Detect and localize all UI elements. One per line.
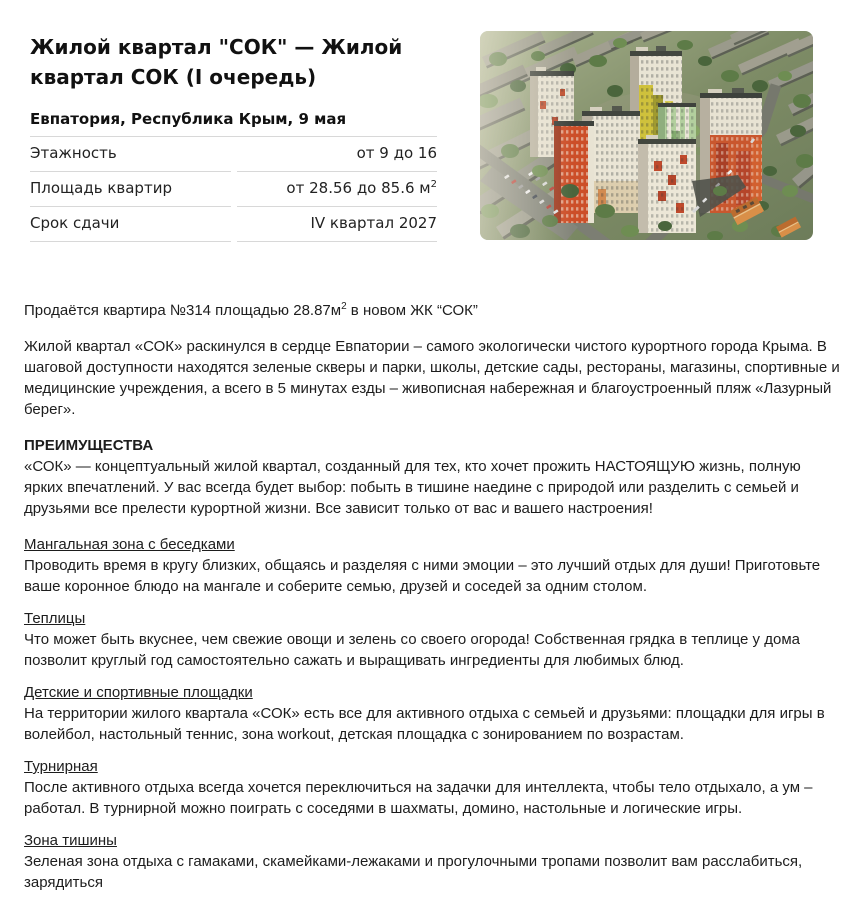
specs-table [24, 137, 443, 242]
section-bbq-zone [24, 534, 842, 597]
table-row [30, 207, 437, 242]
section-text: На территории жилого квартала «СОК» есть все для активного отдыха с семьей и друзьями: площадки для игры в волейбол, настольный теннис, зона workout, детская площадка с зонированием по возрастам. [24, 705, 825, 743]
section-title: Мангальная зона с беседками [24, 536, 235, 553]
section-quiet-zone [24, 830, 842, 893]
table-row [30, 172, 437, 207]
spec-value: от 28.56 до 85.6 $м^2$ [237, 172, 438, 207]
table-row [30, 137, 437, 172]
advantages-heading: ПРЕИМУЩЕСТВА [24, 437, 154, 454]
section-text: После активного отдыха всегда хочется переключиться на задачки для интеллекта, чтобы тело отдыхало, а ум – работал. В турнирной можно поиграть с соседями в шахматы, домино, настольные и логические игры. [24, 779, 813, 817]
description-paragraph: Жилой квартал «СОК» раскинулся в сердце Евпатории – самого экологически чистого курортного города Крыма. В шаговой доступности находятся зеленые скверы и парки, школы, детские сады, рестораны, магазины, спортивные и медицинские учреждения, а всего в 5 минутах езды – живописная набережная и благоустроенный пляж «Лазурный берег». [24, 338, 840, 418]
advantages-intro: «СОК» — концептуальный жилой квартал, созданный для тех, кто хочет прожить НАСТОЯЩУЮ жизнь, полную ярких впечатлений. У вас всегда будет выбор: побыть в тишине наедине с природой или разделить с семьей и друзьями все прелести курортной жизни. Все зависит только от вас и вашего настроения! [24, 458, 801, 517]
listing-description [24, 300, 842, 893]
section-greenhouses [24, 608, 842, 671]
spec-value: IV квартал 2027 [237, 207, 438, 242]
section-playgrounds [24, 682, 842, 745]
spec-label: Площадь квартир [30, 172, 231, 207]
listing-address: Евпатория, Республика Крым, 9 мая [30, 110, 437, 137]
listing-header [30, 32, 482, 242]
aerial-photo-illustration [480, 31, 813, 240]
project-aerial-photo[interactable] [480, 31, 813, 240]
spec-label: Срок сдачи [30, 207, 231, 242]
section-text: Проводить время в кругу близких, общаясь и разделяя с ними эмоции – это лучший отдых для души! Приготовьте ваше коронное блюдо на мангале и соберите семью, друзей и соседей за одним столом. [24, 557, 821, 595]
section-text: Что может быть вкуснее, чем свежие овощи и зелень со своего огорода! Собственная грядка в теплице у дома позволит круглый год самостоятельно сажать и выращивать ингредиенты для любимых блюд. [24, 631, 800, 669]
light-haze-overlay [480, 31, 813, 240]
section-title: Турнирная [24, 758, 98, 775]
section-text: Зеленая зона отдыха с гамаками, скамейками-лежаками и прогулочными тропами позволит вам расслабиться, зарядиться [24, 853, 803, 891]
page-title: Жилой квартал "СОК" — Жилой квартал СОК (I очередь) [30, 35, 403, 89]
intro-paragraph: Продаётся квартира №314 площадью $28.87м^2$ в новом ЖК “СОК” [24, 301, 478, 319]
spec-label: Этажность [30, 137, 231, 172]
section-title: Детские и спортивные площадки [24, 684, 253, 701]
section-title: Зона тишины [24, 832, 117, 849]
spec-value: от 9 до 16 [237, 137, 438, 172]
section-tournament-room [24, 756, 842, 819]
section-title: Теплицы [24, 610, 86, 627]
